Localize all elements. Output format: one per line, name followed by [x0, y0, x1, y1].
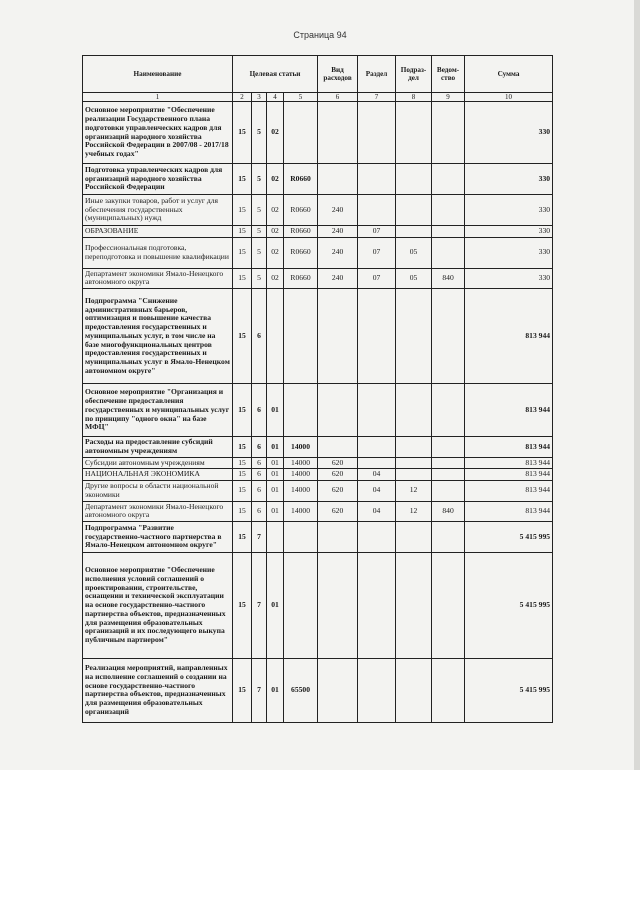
cell-name: ОБРАЗОВАНИЕ — [83, 226, 233, 238]
cell-program: 15 — [233, 195, 252, 226]
cell-activity: 02 — [267, 226, 284, 238]
cell-direction — [284, 384, 318, 437]
cell-name: Профессиональная подготовка, переподготовка и повышение квалификации — [83, 237, 233, 268]
cell-subprogram: 5 — [252, 102, 267, 164]
cell-amount: 813 944 — [465, 437, 553, 457]
cell-activity: 01 — [267, 481, 284, 501]
cell-subprogram: 6 — [252, 437, 267, 457]
column-number: 3 — [252, 93, 267, 102]
cell-amount: 813 944 — [465, 501, 553, 521]
cell-section — [358, 457, 396, 469]
cell-subsection — [396, 437, 432, 457]
cell-expense-type: 240 — [318, 195, 358, 226]
cell-expense-type — [318, 164, 358, 195]
cell-program: 15 — [233, 289, 252, 384]
cell-amount: 330 — [465, 226, 553, 238]
cell-section: 04 — [358, 501, 396, 521]
cell-subprogram: 7 — [252, 658, 267, 722]
cell-expense-type: 240 — [318, 237, 358, 268]
column-number: 2 — [233, 93, 252, 102]
cell-section — [358, 552, 396, 658]
cell-name: Департамент экономики Ямало-Ненецкого автономного округа — [83, 268, 233, 288]
cell-subprogram: 5 — [252, 164, 267, 195]
cell-amount: 813 944 — [465, 289, 553, 384]
cell-subprogram: 6 — [252, 469, 267, 481]
cell-section: 04 — [358, 469, 396, 481]
cell-activity: 01 — [267, 469, 284, 481]
cell-activity — [267, 289, 284, 384]
cell-direction: 14000 — [284, 501, 318, 521]
cell-department — [432, 658, 465, 722]
table-body — [83, 102, 553, 723]
cell-expense-type: 620 — [318, 457, 358, 469]
cell-activity: 01 — [267, 437, 284, 457]
cell-expense-type: 620 — [318, 481, 358, 501]
cell-program: 15 — [233, 481, 252, 501]
cell-expense-type: 620 — [318, 469, 358, 481]
cell-department — [432, 226, 465, 238]
cell-amount: 330 — [465, 237, 553, 268]
cell-program: 15 — [233, 384, 252, 437]
cell-name: Расходы на предоставление субсидий автономным учреждениям — [83, 437, 233, 457]
cell-program: 15 — [233, 469, 252, 481]
cell-name: Основное мероприятие "Обеспечение реализации Государственного плана подготовки управленческих кадров для организаций народного хозяйства Российской Федерации в 2007/08 - 2017/18 учебных годах" — [83, 102, 233, 164]
column-number: 5 — [284, 93, 318, 102]
cell-name: Другие вопросы в области национальной экономики — [83, 481, 233, 501]
cell-name: Подготовка управленческих кадров для организаций народного хозяйства Российской Федерации — [83, 164, 233, 195]
cell-subprogram: 6 — [252, 501, 267, 521]
cell-subprogram: 5 — [252, 237, 267, 268]
cell-expense-type — [318, 521, 358, 552]
cell-name: Основное мероприятие "Обеспечение исполнения условий соглашений о проектировании, строительстве, оснащении и технической эксплуатации на основе государственно-частного партнерства объектов, предназначенных для размещения образовательных организаций и их последующего выкупа публичным партнером" — [83, 552, 233, 658]
cell-direction: R0660 — [284, 164, 318, 195]
cell-section — [358, 658, 396, 722]
cell-subprogram: 7 — [252, 552, 267, 658]
cell-program: 15 — [233, 521, 252, 552]
cell-subsection: 05 — [396, 268, 432, 288]
cell-subsection — [396, 289, 432, 384]
cell-activity — [267, 521, 284, 552]
cell-activity: 01 — [267, 552, 284, 658]
cell-section: 07 — [358, 226, 396, 238]
header-podrazdel: Подраз-дел — [396, 56, 432, 93]
cell-expense-type: 620 — [318, 501, 358, 521]
cell-amount: 5 415 995 — [465, 521, 553, 552]
cell-activity: 01 — [267, 501, 284, 521]
cell-section — [358, 289, 396, 384]
cell-program: 15 — [233, 226, 252, 238]
cell-department — [432, 481, 465, 501]
cell-department — [432, 469, 465, 481]
cell-amount: 330 — [465, 102, 553, 164]
cell-direction: 65500 — [284, 658, 318, 722]
cell-section — [358, 521, 396, 552]
cell-expense-type — [318, 552, 358, 658]
cell-section: 07 — [358, 268, 396, 288]
cell-activity: 02 — [267, 102, 284, 164]
column-number: 10 — [465, 93, 553, 102]
cell-subsection — [396, 469, 432, 481]
cell-section — [358, 384, 396, 437]
cell-name: Основное мероприятие "Организация и обеспечение предоставления государственных и муниципальных услуг по принципу "одного окна" на базе МФЦ" — [83, 384, 233, 437]
cell-direction: R0660 — [284, 268, 318, 288]
cell-direction — [284, 102, 318, 164]
cell-amount: 330 — [465, 195, 553, 226]
cell-department — [432, 552, 465, 658]
cell-section — [358, 195, 396, 226]
page-number: Страница 94 — [293, 30, 347, 40]
cell-department — [432, 384, 465, 437]
header-razdel: Раздел — [358, 56, 396, 93]
cell-name: Подпрограмма "Развитие государственно-частного партнерства в Ямало-Ненецком автономном округе" — [83, 521, 233, 552]
cell-name: Иные закупки товаров, работ и услуг для обеспечения государственных (муниципальных) нужд — [83, 195, 233, 226]
cell-direction: 14000 — [284, 469, 318, 481]
cell-expense-type: 240 — [318, 268, 358, 288]
cell-direction — [284, 552, 318, 658]
budget-table — [82, 55, 553, 723]
cell-name: Реализация мероприятий, направленных на исполнение соглашений о создании на основе государственно-частного партнерства объектов, предназначенных для размещения образовательных организаций — [83, 658, 233, 722]
cell-subsection — [396, 457, 432, 469]
cell-section — [358, 164, 396, 195]
cell-name: НАЦИОНАЛЬНАЯ ЭКОНОМИКА — [83, 469, 233, 481]
column-number: 1 — [83, 93, 233, 102]
cell-subsection — [396, 102, 432, 164]
cell-amount: 813 944 — [465, 457, 553, 469]
cell-subsection: 12 — [396, 501, 432, 521]
cell-subprogram: 6 — [252, 481, 267, 501]
cell-amount: 813 944 — [465, 469, 553, 481]
table-row — [83, 457, 553, 469]
cell-program: 15 — [233, 437, 252, 457]
table-row — [83, 164, 553, 195]
table-row — [83, 552, 553, 658]
header-target: Целевая статьи — [233, 56, 318, 93]
cell-subsection: 12 — [396, 481, 432, 501]
table-row — [83, 102, 553, 164]
cell-amount: 813 944 — [465, 481, 553, 501]
cell-direction — [284, 289, 318, 384]
table-row — [83, 289, 553, 384]
cell-amount: 330 — [465, 164, 553, 195]
cell-section — [358, 102, 396, 164]
table-row — [83, 195, 553, 226]
cell-department — [432, 457, 465, 469]
column-number: 9 — [432, 93, 465, 102]
cell-subsection — [396, 195, 432, 226]
cell-direction: R0660 — [284, 195, 318, 226]
cell-program: 15 — [233, 268, 252, 288]
table-row — [83, 481, 553, 501]
cell-program: 15 — [233, 102, 252, 164]
cell-activity: 02 — [267, 164, 284, 195]
cell-program: 15 — [233, 658, 252, 722]
cell-subprogram: 6 — [252, 384, 267, 437]
header-row — [83, 56, 553, 93]
cell-expense-type — [318, 384, 358, 437]
table-row — [83, 237, 553, 268]
cell-subsection — [396, 164, 432, 195]
cell-department — [432, 102, 465, 164]
table-row — [83, 501, 553, 521]
cell-activity: 01 — [267, 384, 284, 437]
cell-activity: 01 — [267, 658, 284, 722]
cell-name: Департамент экономики Ямало-Ненецкого автономного округа — [83, 501, 233, 521]
cell-subsection — [396, 226, 432, 238]
cell-expense-type — [318, 437, 358, 457]
cell-activity: 02 — [267, 237, 284, 268]
table-row — [83, 437, 553, 457]
cell-section: 07 — [358, 237, 396, 268]
cell-department — [432, 164, 465, 195]
cell-direction: 14000 — [284, 437, 318, 457]
cell-direction: 14000 — [284, 457, 318, 469]
cell-amount: 330 — [465, 268, 553, 288]
column-number: 7 — [358, 93, 396, 102]
cell-expense-type — [318, 289, 358, 384]
cell-name: Субсидии автономным учреждениям — [83, 457, 233, 469]
cell-department — [432, 195, 465, 226]
cell-department: 840 — [432, 268, 465, 288]
cell-amount: 813 944 — [465, 384, 553, 437]
cell-program: 15 — [233, 457, 252, 469]
cell-subprogram: 5 — [252, 226, 267, 238]
cell-program: 15 — [233, 164, 252, 195]
header-name: Наименование — [83, 56, 233, 93]
cell-department — [432, 521, 465, 552]
table-row — [83, 384, 553, 437]
cell-activity: 01 — [267, 457, 284, 469]
column-number: 4 — [267, 93, 284, 102]
cell-direction: R0660 — [284, 237, 318, 268]
cell-expense-type: 240 — [318, 226, 358, 238]
cell-program: 15 — [233, 501, 252, 521]
cell-subsection: 05 — [396, 237, 432, 268]
cell-direction: R0660 — [284, 226, 318, 238]
table-row — [83, 469, 553, 481]
cell-name: Подпрограмма "Снижение административных барьеров, оптимизация и повышение качества предоставления государственных и муниципальных услуг, в том числе на базе многофункциональных центров предоставления государственных и муниципальных услуг в Ямало-Ненецком автономном округе" — [83, 289, 233, 384]
table-row — [83, 268, 553, 288]
cell-subprogram: 7 — [252, 521, 267, 552]
cell-department — [432, 437, 465, 457]
cell-subprogram: 6 — [252, 289, 267, 384]
column-numbers-row — [83, 93, 553, 102]
header-vid: Вид расходов — [318, 56, 358, 93]
cell-activity: 02 — [267, 268, 284, 288]
cell-subprogram: 5 — [252, 195, 267, 226]
cell-amount: 5 415 995 — [465, 658, 553, 722]
cell-subsection — [396, 658, 432, 722]
cell-activity: 02 — [267, 195, 284, 226]
header-vedomstvo: Ведом-ство — [432, 56, 465, 93]
cell-subsection — [396, 552, 432, 658]
column-number: 8 — [396, 93, 432, 102]
cell-expense-type — [318, 102, 358, 164]
cell-department — [432, 237, 465, 268]
table-row — [83, 521, 553, 552]
cell-program: 15 — [233, 237, 252, 268]
cell-section: 04 — [358, 481, 396, 501]
table-row — [83, 658, 553, 722]
cell-subprogram: 5 — [252, 268, 267, 288]
cell-department — [432, 289, 465, 384]
cell-department: 840 — [432, 501, 465, 521]
cell-program: 15 — [233, 552, 252, 658]
cell-subprogram: 6 — [252, 457, 267, 469]
cell-subsection — [396, 384, 432, 437]
header-summa: Сумма — [465, 56, 553, 93]
cell-amount: 5 415 995 — [465, 552, 553, 658]
column-number: 6 — [318, 93, 358, 102]
table-row — [83, 226, 553, 238]
cell-subsection — [396, 521, 432, 552]
cell-expense-type — [318, 658, 358, 722]
cell-direction: 14000 — [284, 481, 318, 501]
cell-section — [358, 437, 396, 457]
cell-direction — [284, 521, 318, 552]
